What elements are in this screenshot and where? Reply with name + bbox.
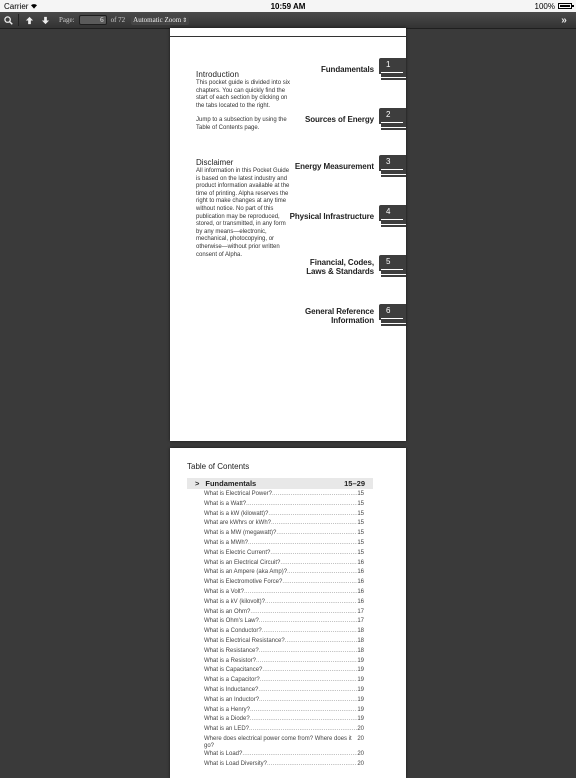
- toc-dot-leader: [250, 706, 357, 716]
- toc-entry[interactable]: [204, 539, 364, 549]
- page-number-input[interactable]: 6: [79, 15, 107, 25]
- toc-entry[interactable]: [204, 725, 364, 735]
- pdf-toolbar: [0, 12, 576, 29]
- toc-entry-title: What is a MWh?: [204, 539, 249, 546]
- toc-entry-page: 17: [357, 618, 364, 625]
- chapter-label: Energy Measurement: [294, 162, 374, 172]
- chapter-tab-2[interactable]: [246, 108, 406, 132]
- toc-dot-leader: [268, 510, 357, 520]
- chapter-number: 4: [379, 205, 406, 224]
- toc-entry[interactable]: [204, 657, 364, 667]
- arrow-up-icon: [25, 16, 34, 25]
- toc-entry-page: 16: [357, 579, 364, 586]
- zoom-value: Automatic Zoom: [133, 16, 182, 24]
- toc-entry[interactable]: [204, 529, 364, 539]
- chapter-label: Physical Infrastructure: [289, 212, 374, 222]
- toc-dot-leader: [256, 657, 357, 667]
- toc-entry-page: 15: [357, 530, 364, 537]
- toc-entry-page: 19: [357, 706, 364, 713]
- toc-entry-page: 19: [357, 667, 364, 674]
- toc-section-fundamentals[interactable]: [187, 478, 373, 489]
- toc-entry-page: 18: [357, 637, 364, 644]
- carrier-label: [4, 2, 38, 11]
- toc-dot-leader: [258, 686, 357, 696]
- toc-entry[interactable]: [204, 666, 364, 676]
- toc-dot-leader: [259, 696, 357, 706]
- toc-entry-title: What is a kV (kilovolt)?: [204, 598, 266, 605]
- toc-entry-page: 15: [357, 549, 364, 556]
- toc-entry-title: What is Electrical Power?: [204, 491, 273, 497]
- chapter-number: 6: [379, 304, 406, 323]
- toc-dot-leader: [262, 627, 358, 637]
- next-page-button[interactable]: [37, 12, 53, 28]
- chapter-label: Sources of Energy: [305, 115, 374, 125]
- pdf-page-intro: [170, 28, 406, 441]
- toc-entry[interactable]: [204, 598, 364, 608]
- toc-entry[interactable]: [204, 686, 364, 696]
- toc-entry[interactable]: [204, 559, 364, 569]
- intro-text-jump: Jump to a subsection by using the Table of Contents page.: [196, 117, 287, 131]
- toc-entry-page: 18: [357, 647, 364, 654]
- previous-page-button[interactable]: [21, 12, 37, 28]
- chapter-number: 1: [379, 58, 406, 77]
- toc-entry-title: What is Resistance?: [204, 647, 259, 654]
- toc-entry-page: 15: [357, 520, 364, 527]
- toc-entry[interactable]: [204, 510, 364, 520]
- toc-entry[interactable]: [204, 627, 364, 637]
- zoom-select[interactable]: [131, 15, 189, 25]
- toc-entry-page: 19: [357, 716, 364, 723]
- toc-entry-title: What is Ohm's Law?: [204, 618, 259, 625]
- toc-entry-title: What is Capacitance?: [204, 667, 263, 674]
- toc-entry[interactable]: [204, 549, 364, 559]
- toc-entry-title: What is an LED?: [204, 726, 250, 733]
- toc-entry[interactable]: [204, 715, 364, 725]
- toc-entry-title: What is a Resistor?: [204, 657, 257, 664]
- toc-dot-leader: [262, 666, 357, 676]
- double-chevron-right-icon: »: [561, 14, 567, 26]
- chapter-tab-1[interactable]: [246, 58, 406, 82]
- toc-entry[interactable]: [204, 760, 364, 770]
- toc-section-range: 15–29: [344, 479, 365, 488]
- toc-entry-page: 18: [357, 628, 364, 635]
- arrow-down-icon: [41, 16, 50, 25]
- toc-entry-title: What is a Watt?: [204, 500, 247, 507]
- search-button[interactable]: [0, 12, 16, 28]
- toc-entry-title: What is a Diode?: [204, 716, 250, 723]
- toc-entry-page: 16: [357, 588, 364, 595]
- toc-dot-leader: [270, 549, 357, 559]
- chapter-number: 5: [379, 255, 406, 274]
- toc-entry-title: What is Inductance?: [204, 686, 259, 693]
- toc-dot-leader: [272, 490, 357, 500]
- toc-title: Table of Contents: [187, 462, 250, 471]
- toc-entry-title: What is a Volt?: [204, 588, 245, 595]
- toc-entry-title: What is a Conductor?: [204, 628, 262, 635]
- toc-dot-leader: [259, 617, 357, 627]
- toc-entry[interactable]: [204, 637, 364, 647]
- battery-percent: 100%: [534, 1, 555, 11]
- chapter-number: 2: [379, 108, 406, 127]
- toc-dot-leader: [242, 750, 357, 760]
- toc-dot-leader: [287, 568, 357, 578]
- carrier-text: Carrier: [4, 1, 29, 11]
- pdf-page-toc: [170, 448, 406, 778]
- intro-text: This pocket guide is divided into six chapters. You can quickly find the start of each section by clicking on the tabs located to the right.: [196, 80, 291, 109]
- toc-entry[interactable]: [204, 588, 364, 598]
- toc-entry-title: What is a kW (kilowatt)?: [204, 510, 269, 517]
- toc-entry-title: What is an Inductor?: [204, 696, 260, 703]
- toc-entry-title: What is an Ohm?: [204, 608, 251, 615]
- page-label: Page:: [59, 16, 75, 24]
- chapter-tab-4[interactable]: [246, 205, 406, 229]
- toc-entry-title: What is Electric Current?: [204, 549, 271, 556]
- page-count: of 72: [110, 16, 126, 24]
- toc-entry-page: 19: [357, 677, 364, 684]
- chapter-label: General Reference Information: [304, 306, 374, 325]
- wifi-icon: [30, 3, 38, 9]
- toc-entry-page: 20: [357, 760, 364, 767]
- toc-entry-title: What are kWhrs or kWh?: [204, 520, 272, 527]
- toc-entry[interactable]: [204, 490, 364, 500]
- toc-dot-leader: [280, 559, 357, 569]
- battery-icon: [558, 3, 572, 9]
- toc-entry[interactable]: [204, 500, 364, 510]
- toc-entry-title: Where does electrical power come from? Where does it go?: [204, 735, 352, 749]
- toc-entry-page: 20: [357, 735, 364, 742]
- toc-entry-page: 15: [357, 510, 364, 517]
- toc-entry-page: 15: [357, 500, 364, 507]
- chapter-label: Financial, Codes, Laws & Standards: [306, 257, 374, 276]
- toc-entry[interactable]: [204, 647, 364, 657]
- battery-indicator: [535, 2, 572, 11]
- toc-entry[interactable]: [204, 735, 364, 750]
- toc-dot-leader: [267, 760, 357, 770]
- toc-entry[interactable]: [204, 519, 364, 529]
- toc-entry[interactable]: [204, 676, 364, 686]
- toc-dot-leader: [259, 647, 358, 657]
- toc-dot-leader: [246, 500, 357, 510]
- toc-entry-title: What is Load?: [204, 750, 243, 757]
- toc-entry-page: 19: [357, 696, 364, 703]
- toc-entry-title: What is an Electrical Circuit?: [204, 559, 281, 566]
- toc-entry[interactable]: [204, 578, 364, 588]
- toc-entry-title: What is Electromotive Force?: [204, 579, 283, 586]
- chapter-label: Fundamentals: [320, 65, 374, 75]
- toc-entry-page: 20: [357, 726, 364, 733]
- tools-menu-button[interactable]: [556, 12, 572, 28]
- toc-section-name: Fundamentals: [205, 479, 257, 488]
- chapter-tab-6[interactable]: [246, 304, 406, 328]
- toc-entry[interactable]: [204, 706, 364, 716]
- toc-entry-page: 20: [357, 750, 364, 757]
- status-bar: [0, 0, 576, 12]
- toc-entry-page: 16: [357, 598, 364, 605]
- toc-dot-leader: [250, 715, 358, 725]
- disclaimer-text: All information in this Pocket Guide is based on the latest industry and product information available at the time of printing. Alpha reserves the right to make changes at any time without notice. No part of this publication may be reproduced, stored, or transmitted, in any form by any means—electronic, mechanical, photocopying, or otherwise—without prior written consent of Alpha.: [196, 168, 290, 258]
- toc-dot-leader: [260, 676, 358, 686]
- toc-entry-page: 17: [357, 608, 364, 615]
- toc-entry-title: What is a Henry?: [204, 706, 251, 713]
- disclaimer-title: Disclaimer: [196, 158, 234, 167]
- toc-dot-leader: [285, 637, 358, 647]
- page-header-rule: [170, 36, 406, 37]
- toc-dot-leader: [282, 578, 357, 588]
- toc-entry[interactable]: [204, 568, 364, 578]
- chapter-number: 3: [379, 155, 406, 174]
- toc-entry[interactable]: [204, 750, 364, 760]
- toc-entry-page: 16: [357, 559, 364, 566]
- chapter-tab-5[interactable]: [246, 255, 406, 279]
- toc-dot-leader: [265, 598, 357, 608]
- toc-entry-title: What is Load Diversity?: [204, 760, 268, 767]
- toc-entry[interactable]: [204, 608, 364, 618]
- toc-entry[interactable]: [204, 696, 364, 706]
- toc-entry-page: 15: [357, 539, 364, 546]
- toc-entry-page: 19: [357, 686, 364, 693]
- intro-title: Introduction: [196, 70, 240, 79]
- toc-list: [204, 490, 364, 770]
- toc-dot-leader: [249, 725, 357, 735]
- toc-entry-title: What is a Capacitor?: [204, 677, 260, 684]
- toc-entry-title: What is a MW (megawatt)?: [204, 530, 277, 537]
- toc-dot-leader: [244, 588, 357, 598]
- toc-entry-title: What is an Ampere (aka Amp)?: [204, 569, 288, 576]
- toc-entry-title: What is Electrical Resistance?: [204, 637, 285, 644]
- chapter-tab-3[interactable]: [246, 155, 406, 179]
- chevron-right-icon: >: [195, 479, 200, 488]
- toc-entry-page: 16: [357, 569, 364, 576]
- select-arrows-icon: ⇕: [182, 17, 188, 24]
- toc-dot-leader: [271, 519, 357, 529]
- toc-entry-page: 15: [357, 491, 364, 497]
- toc-entry-page: 19: [357, 657, 364, 664]
- toc-entry[interactable]: [204, 617, 364, 627]
- toc-dot-leader: [276, 529, 357, 539]
- toolbar-divider: [18, 14, 19, 26]
- toc-dot-leader: [248, 539, 357, 549]
- toc-dot-leader: [250, 608, 357, 618]
- status-time: 10:59 AM: [270, 1, 306, 11]
- search-icon: [4, 16, 13, 25]
